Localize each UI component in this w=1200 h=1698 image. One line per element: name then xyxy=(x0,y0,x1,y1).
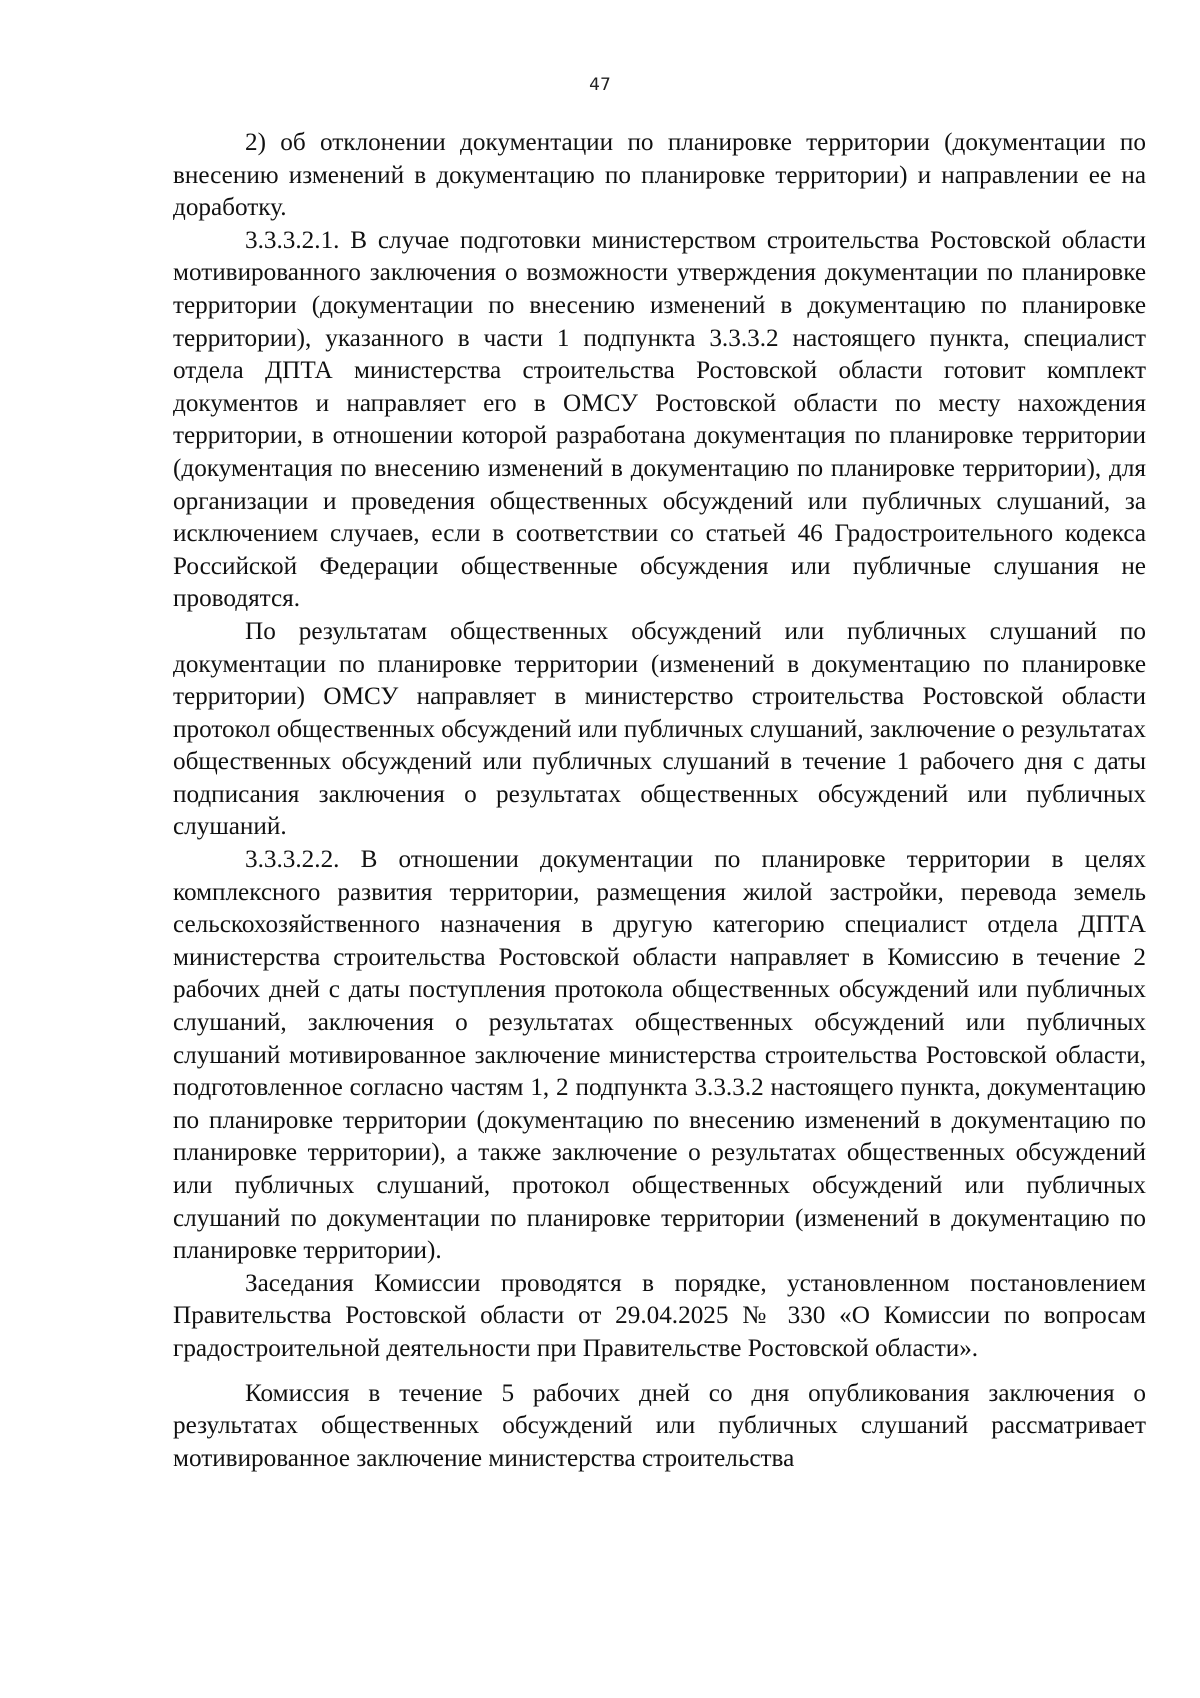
paragraph-commission-review: Комиссия в течение 5 рабочих дней со дня опубликования заключения о результатах общественных обсуждений или публичных слушаний рассматривает мотивированное заключение министерства строительства xyxy=(173,1379,1146,1472)
paragraph-rejection-clause: 2) об отклонении документации по планировке территории (документации по внесению изменений в документацию по планировке территории) и направлении ее на доработку. xyxy=(173,129,1146,222)
paragraph-3-3-3-2-1: 3.3.3.2.1. В случае подготовки министерством строительства Ростовской области мотивированного заключения о возможности утверждения документации по планировке территории (документации по внесению изменений в документацию по планировке территории), указанного в части 1 подпункта 3.3.3.2 настоящего пункта, специалист отдела ДПТА министерства строительства Ростовской области готовит комплект документов и направляет его в ОМСУ Ростовской области по месту нахождения территории, в отношении которой разработана документация по планировке территории (документация по внесению изменений в документацию по планировке территории), для организации и проведения общественных обсуждений или публичных слушаний, за исключением случаев, если в соответствии со статьей 46 Градостроительного кодекса Российской Федерации общественные обсуждения или публичные слушания не проводятся. xyxy=(173,226,1146,613)
page-number: 47 xyxy=(589,75,611,95)
paragraph-hearing-results: По результатам общественных обсуждений или публичных слушаний по документации по планировке территории (изменений в документацию по планировке территории) ОМСУ направляет в министерство строительства Ростовской области протокол общественных обсуждений или публичных слушаний, заключение о результатах общественных обсуждений или публичных слушаний в течение 1 рабочего дня с даты подписания заключения о результатах общественных обсуждений или публичных слушаний. xyxy=(173,617,1146,841)
paragraph-commission-meetings: Заседания Комиссии проводятся в порядке, установленном постановлением Правительства Ростовской области от 29.04.2025 № 330 «О Комиссии по вопросам градостроительной деятельности при Правительстве Ростовской области». xyxy=(173,1269,1146,1362)
document-body xyxy=(173,127,1146,1475)
paragraph-3-3-3-2-2: 3.3.3.2.2. В отношении документации по планировке территории в целях комплексного развития территории, размещения жилой застройки, перевода земель сельскохозяйственного назначения в другую категорию специалист отдела ДПТА министерства строительства Ростовской области направляет в Комиссию в течение 2 рабочих дней с даты поступления протокола общественных обсуждений или публичных слушаний, заключения о результатах общественных обсуждений или публичных слушаний мотивированное заключение министерства строительства Ростовской области, подготовленное согласно частям 1, 2 подпункта 3.3.3.2 настоящего пункта, документацию по планировке территории (документацию по внесению изменений в документацию по планировке территории), а также заключение о результатах общественных обсуждений или публичных слушаний, протокол общественных обсуждений или публичных слушаний по документации по планировке территории (изменений в документацию по планировке территории). xyxy=(173,846,1146,1265)
